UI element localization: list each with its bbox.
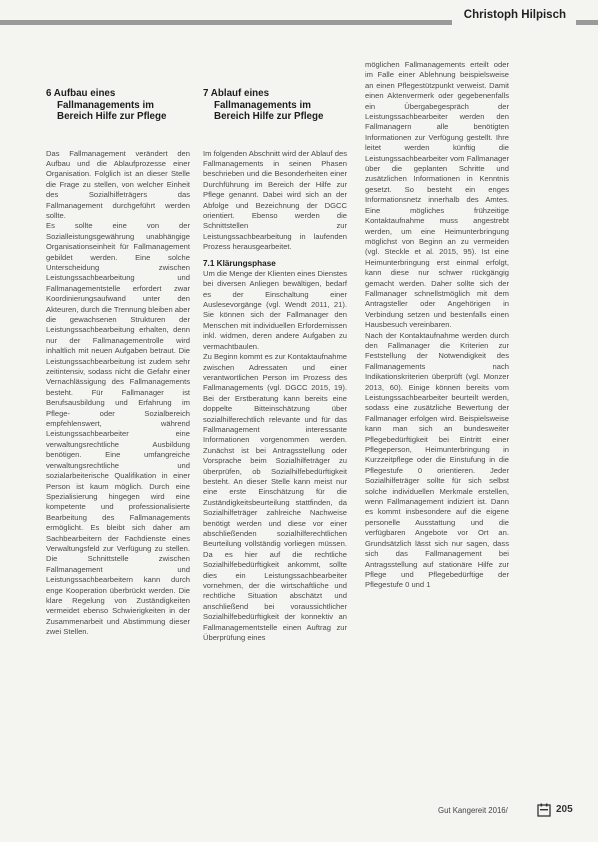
page-number: 205	[556, 804, 573, 815]
paragraph: möglichen Fallmanagements erteilt oder im Falle einer Ablehnung beispielsweise an einen Pflegestützpunkt verweist. Damit einen Aktenvermerk oder gegebenenfalls ein Übergabegespräch der Leistungssachbearbeiter werden den Fallmanagern alle benötigten Informationen zur Verfügung gestellt. Ihre leitet werden künftig die Leistungssachbearbeiter vom Fallmanager über die geplanten Schritte und zusätzlichen Informationen in Kenntnis gesetzt. So besteht ein enges Informationsnetz innerhalb des Amtes. Eine mögliches frühzeitige Kontaktaufnahme muss angestrebt werden, um eine Heimunterbringung möglichst von Beginn an zu vermeiden (vgl. Steckle et al. 2015, 95). Ist eine Heimunterbringung erst einmal erfolgt, kann diese nur schwer rückgängig gemacht werden. Daher sollte sich der Fallmanager schnellstmöglich mit dem Antragsteller oder Angehörigen in Verbindung setzen und bestenfalls einen Hausbesuch vereinbaren.	[365, 60, 509, 330]
section-7-heading: 7 Ablauf eines Fallmanagements im Bereich Hilfe zur Pflege	[203, 88, 324, 122]
paragraph: Es sollte eine von der Sozialleistungsgewährung unabhängige Organisationseinheit für Fallmanagement gebildet werden. Eine solche Unterscheidung zwischen Leistungssachbearbeitung und Fallmanagementstelle erfordert zwar Koordinierungsaufwand unter den Akteuren, durch die Trennung bleiben aber die gewachsenen Strukturen der Leistungssachbearbeitung erhalten, denn nur der Fallmanagementrolle wird inhaltlich mit neuen Aufgaben betraut. Die Leistungssachbearbeitung ist zudem sehr zeitintensiv, sodass nicht die Gefahr einer Vernachlässigung des Fallmanagements besteht. Für Fallmanager ist Berufsausbildung und Erfahrung im Pflege- oder Sozialbereich empfehlenswert, während Leistungssachbearbeiter eine verwaltungsrechtliche Ausbildung benötigen. Eine umfangreiche verwaltungsrechtliche und sozialarbeiterische Qualifikation in einer Person ist kaum möglich. Durch eine Spezialisierung hingegen wird eine kompetente und professionalisierte Bearbeitung des Fallmanagements ermöglicht. Es bleibt sich daher am Sachbearbeitern der Fachdienste eines Verwaltungsfeld zur Verfügung zu stellen. Die Schnittstelle zwischen Fallmanagement und Leistungssachbearbeitern kann durch enge Kooperation überbrückt werden. Die klare Regelung von Zuständigkeiten vermeidet ebenso Schwierigkeiten in der Zusammenarbeit und Abstimmung dieser zwei Stellen.	[46, 221, 190, 637]
footer-journal: Gut Kangereit 2016/	[438, 806, 508, 815]
page-footer	[0, 802, 598, 822]
section-6-heading: 6 Aufbau eines Fallmanagements im Bereich Hilfe zur Pflege	[46, 88, 167, 122]
journal-logo-icon	[537, 803, 551, 817]
header-author: Christoph Hilpisch	[452, 4, 576, 26]
column-middle	[203, 88, 347, 798]
paragraph: Nach der Kontaktaufnahme werden durch den Fallmanager die Kriterien zur Feststellung der Notwendigkeit des Fallmanagements nach Indikationskriterien überprüft (vgl. Monzer 2013, 60). Einige können bereits vom Leistungssachbearbeiter beurteilt werden, sodass eine zusätzliche Bewertung der Fallmanager erfolgen wird. Beispielsweise kann man sich an bundesweiter Pflegebedürftigkeit bei Eintritt einer Pflegeperson, Heimunterbringung in Kurzzeitpflege oder die Einstufung in die Pflegestufe 0 orientieren. Jeder Sozialhilfeträger sollte für sich selbst solche individuellen Merkmale erstellen, wenn Fallmanagement indiziert ist. Dann es kommt insbesondere auf die eigene personelle Ausstattung und die verfügbaren Angebote vor Ort an. Grundsätzlich lässt sich nur sagen, dass sich das Fallmanagement bei Antragsstellung auf stationäre Hilfe zur Pflege und Pflegebedürftige der Pflegestufe 0 und 1	[365, 330, 509, 590]
paragraph: Um die Menge der Klienten eines Dienstes bei diversen Anliegen bewältigen, bedarf es der Einschaltung einer Auslesevorgänge (vgl. Wendt 2011, 21). Sie können sich der Fallmanager den Menschen mit individuellen Erfordernissen inkl. widmen, deren andere Aufgaben zu vermachtbaulen.	[203, 268, 347, 351]
page-header	[0, 0, 598, 36]
column-right	[365, 60, 509, 798]
column-left	[46, 88, 190, 798]
paragraph: Zu Beginn kommt es zur Kontaktaufnahme zwischen Adressaten und einer verantwortlichen Person im Prozess des Fallmanagements (vgl. DGCC 2015, 19). Bei der Erstberatung kann bereits eine doppelte Bitteinschätzung über sozialhilferechtlich relevante und für das Fallmanagement interessante Informationen vorgenommen werden. Zunächst ist bei Antragsstellung oder Vorsprache beim Sozialhilfeträger zu überprüfen, ob Sozialhilfebedürftigkeit besteht. An dieser Stelle kann meist nur eine erste Einschätzung für die Zuständigkeitsbeurteilung stattfinden, da Sozialhilfeträger zahlreiche Nachweise benötigt werden und diese vor einer abschließenden sozialhilferechtlichen Beurteilung vollständig vorliegen müssen. Da es hier auf die rechtliche Sozialhilfebedürftigkeit ankommt, sollte dies ein Leistungssachbearbeiter vornehmen, der die wirtschaftliche und rechtliche Situation abschätzt und anschließend bei voraussichtlicher Sozialhilfebedürftigkeit der konnektiv an Fallmanagementstelle einen Auftrag zur Überprüfung eines	[203, 352, 347, 643]
paragraph: Im folgenden Abschnitt wird der Ablauf des Fallmanagements in seinen Phasen beschrieben und die Besonderheiten einer Durchführung im Bereich der Hilfe zur Pflege genannt. Dabei wird sich an der Abfolge und Bezeichnung der DGCC orientiert. Ebenso werden die Schnittstellen zur Leistungssachbearbeitung in laufenden Prozess herausgearbeitet.	[203, 148, 347, 252]
subsection-7-1-heading: 7.1 Klärungsphase	[203, 258, 276, 268]
paragraph: Das Fallmanagement verändert den Aufbau und die Ablaufprozesse einer Organisation. Folglich ist an dieser Stelle die Frage zu stellen, von welcher Einheit des Sozialhilfeträgers das Fallmanagement durchgeführt werden sollte.	[46, 148, 190, 220]
